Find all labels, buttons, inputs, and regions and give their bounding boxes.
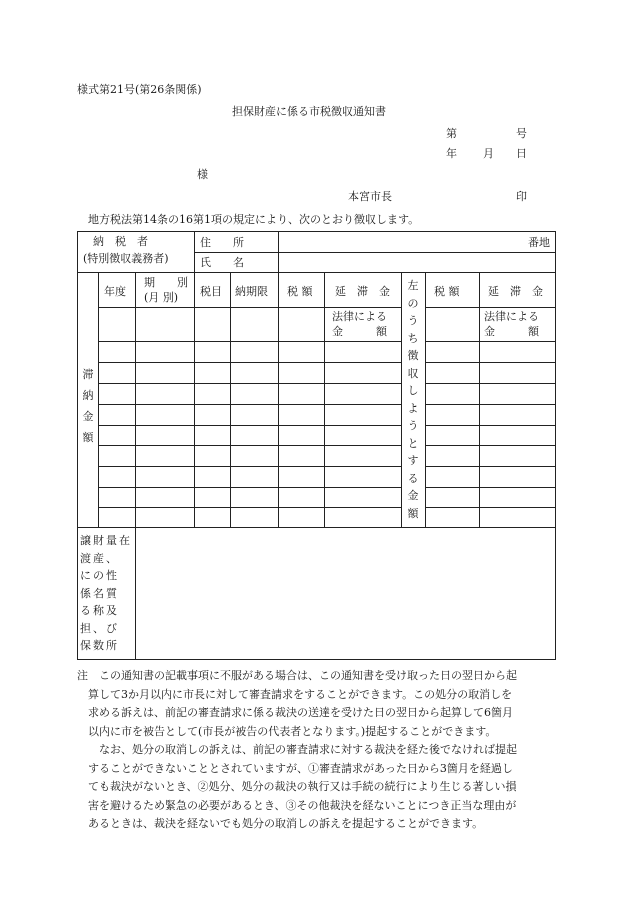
collection-label-char: す xyxy=(407,454,419,467)
divider xyxy=(98,362,401,363)
note-line: なお、処分の取消しの訴えは、前記の審査請求に対する裁決を経た後でなければ提起 xyxy=(99,743,517,756)
collection-label-char: う xyxy=(407,314,419,327)
property-label-row: 渡産、 xyxy=(80,551,119,565)
divider xyxy=(425,362,555,363)
header-collect-tax-amount: 税 額 xyxy=(434,285,460,298)
divider xyxy=(230,272,231,528)
intro-text: 地方税法第14条の16第1項の規定により、次のとおり徴収します。 xyxy=(88,213,420,226)
note-line: 注 この通知書の記載事項に不服がある場合は、この通知書を受け取った日の翌日から起 xyxy=(77,669,517,682)
collect-legal-amount-line1: 法律による xyxy=(484,310,539,323)
table-border-top xyxy=(77,231,555,232)
header-tax-amount: 税 額 xyxy=(287,285,313,298)
divider xyxy=(98,507,401,508)
note-line: あるときは、裁決を経ないでも処分の取消しの訴えを提起することができます。 xyxy=(88,817,484,830)
note-line: 求める訴えは、前記の審査請求に係る裁決の送達を受けた日の翌日から起算して6箇月 xyxy=(88,706,513,719)
collection-amount-label xyxy=(406,277,420,522)
divider xyxy=(425,425,555,426)
date-month: 月 xyxy=(483,147,494,160)
divider xyxy=(425,404,555,405)
divider xyxy=(425,307,555,308)
collection-label-char: と xyxy=(407,436,419,450)
divider xyxy=(425,487,555,488)
divider xyxy=(425,466,555,467)
address-label: 住 所 xyxy=(200,236,244,249)
collection-label-char: る xyxy=(407,471,419,485)
divider xyxy=(425,272,426,528)
table-border-bottom xyxy=(77,659,556,660)
divider xyxy=(98,272,99,528)
divider xyxy=(401,272,402,528)
collection-label-char: 収 xyxy=(407,366,419,380)
header-period: 期 別 xyxy=(144,276,188,289)
divider xyxy=(135,272,136,528)
collection-label-char: し xyxy=(407,384,419,397)
header-collect-late-fee: 延 滞 金 xyxy=(488,285,543,298)
table-border-right xyxy=(555,231,556,660)
divider xyxy=(479,272,480,528)
issuer-name: 本宮市長 xyxy=(348,190,392,203)
header-year: 年度 xyxy=(104,285,126,298)
address-suffix: 番地 xyxy=(528,236,550,249)
divider xyxy=(324,272,325,528)
arrears-label-char: 納 xyxy=(82,389,94,402)
collection-label-char: 金 xyxy=(407,489,419,502)
header-due-date: 納期限 xyxy=(235,285,268,298)
note-line: することができないこととされていますが、①審査請求があった日から3箇月を経過し xyxy=(88,761,513,775)
divider xyxy=(135,527,136,659)
divider xyxy=(98,466,401,467)
divider xyxy=(98,383,401,384)
property-label-row: 係名質 xyxy=(80,586,119,600)
date-year: 年 xyxy=(446,147,457,160)
seal-mark: 印 xyxy=(516,190,527,203)
divider xyxy=(194,252,555,253)
property-label-row: 譲財量在 xyxy=(80,534,132,547)
arrears-label-char: 金 xyxy=(82,410,94,423)
property-label-row: にの性 xyxy=(80,569,119,582)
header-late-fee: 延 滞 金 xyxy=(335,285,390,298)
date-day: 日 xyxy=(516,147,527,160)
divider xyxy=(425,445,555,446)
divider xyxy=(98,404,401,405)
divider xyxy=(98,487,401,488)
collection-label-char: ち xyxy=(407,331,419,345)
collect-legal-amount-line2: 金 額 xyxy=(484,325,539,338)
collection-label-char: の xyxy=(407,296,419,310)
divider xyxy=(77,272,555,273)
arrears-label-char: 滞 xyxy=(82,368,94,381)
doc-number-prefix: 第 xyxy=(446,127,457,140)
divider xyxy=(278,272,279,528)
arrears-label xyxy=(81,364,95,448)
property-label xyxy=(80,532,132,655)
divider xyxy=(77,527,555,528)
divider xyxy=(98,341,401,342)
divider xyxy=(425,341,555,342)
divider xyxy=(98,307,401,308)
note-line: ても裁決がないとき、②処分、処分の裁決の執行又は手続の続行により生じる著しい損 xyxy=(88,780,517,793)
header-tax-item: 税目 xyxy=(200,285,222,298)
addressee-suffix: 様 xyxy=(197,168,208,181)
property-label-row: 担、び xyxy=(80,621,119,635)
property-label-row: 保数所 xyxy=(80,639,119,652)
property-label-row: る称及 xyxy=(80,604,119,617)
divider xyxy=(425,383,555,384)
header-month: (月 別) xyxy=(144,291,179,304)
note-line: 以内に市を被告として(市長が被告の代表者となります。)提起することができます。 xyxy=(88,724,497,738)
collection-label-char: う xyxy=(407,419,419,432)
note-line: 害を避けるため緊急の必要があるとき、③その他裁決を経ないことにつき正当な理由が xyxy=(88,798,517,812)
special-collector-label: (特別徴収義務者) xyxy=(83,252,169,265)
taxpayer-label: 納 税 者 xyxy=(93,235,148,248)
collection-label-char: よ xyxy=(407,401,419,415)
arrears-label-char: 額 xyxy=(82,431,94,444)
form-number: 様式第21号(第26条関係) xyxy=(77,83,202,96)
divider xyxy=(425,507,555,508)
divider xyxy=(194,272,195,528)
legal-amount-line1: 法律による xyxy=(332,310,387,323)
legal-amount-line2: 金 額 xyxy=(332,325,387,338)
name-label: 氏 名 xyxy=(200,256,244,269)
collection-label-char: 左 xyxy=(407,279,419,292)
collection-label-char: 徴 xyxy=(407,349,419,362)
doc-number-suffix: 号 xyxy=(516,127,527,140)
divider xyxy=(98,445,401,446)
document-title: 担保財産に係る市税徴収通知書 xyxy=(232,105,386,118)
collection-label-char: 額 xyxy=(407,506,419,520)
divider xyxy=(98,425,401,426)
note-line: 算して3か月以内に市長に対して審査請求をすることができます。この処分の取消しを xyxy=(88,687,513,701)
table-border-left xyxy=(77,231,78,660)
